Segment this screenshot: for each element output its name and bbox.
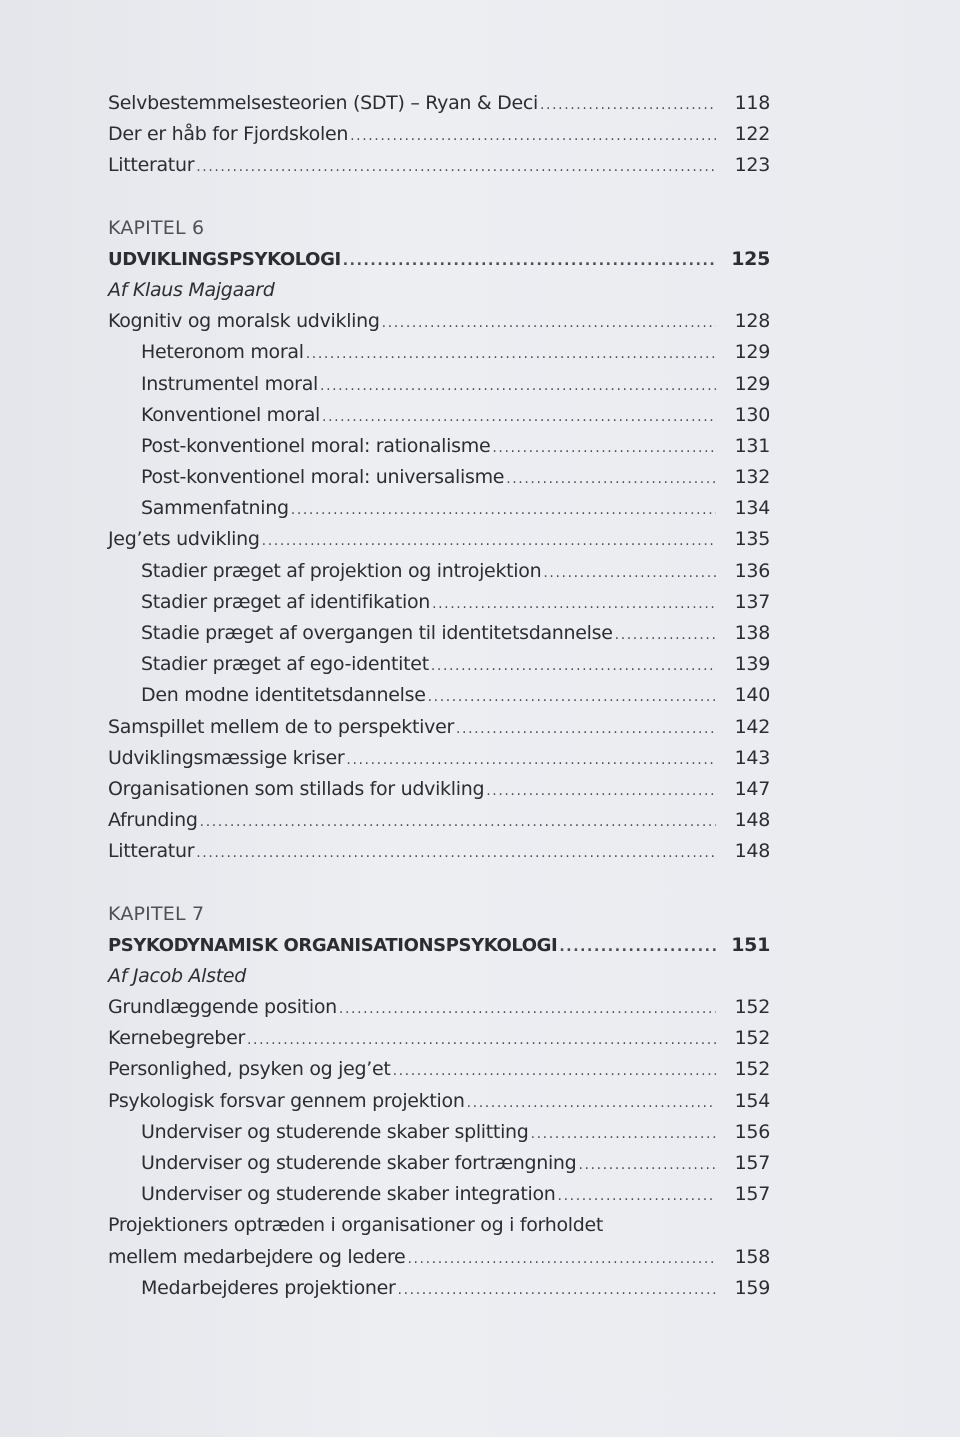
spacer [108, 182, 772, 213]
toc-entry-page: 148 [734, 840, 770, 863]
toc-entry-page: 152 [734, 1058, 770, 1081]
toc-entry-label: Der er håb for Fjordskolen [108, 123, 349, 146]
toc-entry-label: Heteronom moral [141, 341, 304, 364]
chapter-entries [108, 992, 772, 1210]
toc-entry-label: Psykologisk forsvar gennem projektion [108, 1089, 465, 1112]
toc-entry [108, 119, 772, 150]
toc-entry [108, 462, 772, 493]
toc-entry-label: Personlighed, psyken og jeg’et [108, 1058, 391, 1081]
toc-dot-leader [486, 776, 716, 807]
toc-entry [108, 649, 772, 680]
toc-entry [108, 618, 772, 649]
toc-entry [108, 369, 772, 400]
toc-dot-leader [531, 1119, 716, 1150]
toc-entry-page: 154 [734, 1089, 770, 1112]
toc-entry-page: 135 [734, 528, 770, 551]
toc-dot-leader [343, 246, 716, 277]
toc-entry [108, 1179, 772, 1210]
toc-entry-page: 132 [734, 466, 770, 489]
toc-entry-label-line1: Projektioners optræden i organisationer og i forholdet [108, 1214, 604, 1237]
toc-dot-leader [322, 402, 716, 433]
toc-dot-leader [262, 526, 716, 557]
toc-entry-label: Litteratur [108, 840, 195, 863]
toc-entry-label: Stadier præget af ego-identitet [141, 653, 429, 676]
toc-entry [108, 150, 772, 181]
chapter-author: Af Jacob Alsted [108, 964, 247, 987]
table-of-contents [108, 88, 772, 1304]
toc-entry [108, 493, 772, 524]
toc-entry [108, 400, 772, 431]
toc-entry-page: 129 [734, 341, 770, 364]
toc-entry-label: Selvbestemmelsesteorien (SDT) – Ryan & Deci [108, 92, 538, 114]
toc-entry [108, 306, 772, 337]
toc-entry [108, 1273, 772, 1304]
toc-entry-label: Stadier præget af identifikation [141, 590, 431, 613]
toc-dot-leader [339, 994, 716, 1025]
toc-entry [108, 337, 772, 368]
toc-entry-label: Sammenfatning [141, 497, 289, 520]
toc-entry-label: Afrunding [108, 809, 198, 832]
chapter-title-entry [108, 930, 772, 961]
toc-entry-page: 128 [734, 310, 770, 333]
toc-entry [108, 836, 772, 867]
toc-dot-leader [543, 558, 716, 589]
toc-entry [108, 1148, 772, 1179]
toc-dot-leader [382, 308, 716, 339]
toc-entry-page: 156 [734, 1120, 770, 1143]
toc-entry-label: Stadier præget af projektion og introjektion [141, 559, 542, 582]
toc-dot-leader [540, 90, 716, 121]
toc-entry-label: Litteratur [108, 154, 195, 177]
toc-entry-label: Samspillet mellem de to perspektiver [108, 715, 454, 738]
toc-dot-leader [306, 339, 716, 370]
toc-entry-page: 142 [734, 715, 770, 738]
toc-entry-label: Grundlæggende position [108, 996, 337, 1019]
toc-entry-page: 143 [734, 746, 770, 769]
toc-entry [108, 88, 772, 119]
toc-entry-page: 152 [734, 996, 770, 1019]
toc-entry [108, 587, 772, 618]
toc-entry-label: Underviser og studerende skaber integration [141, 1183, 556, 1206]
toc-entry-label: Organisationen som stillads for udvikling [108, 777, 485, 800]
toc-entry-page: 129 [734, 372, 770, 395]
toc-dot-leader [432, 589, 716, 620]
toc-dot-leader [492, 433, 716, 464]
toc-entry [108, 992, 772, 1023]
toc-entry-page: 122 [734, 123, 770, 146]
chapter-title: PSYKODYNAMISK ORGANISATIONSPSYKOLOGI [108, 934, 558, 956]
toc-entry [108, 431, 772, 462]
toc-entry-page: 131 [734, 434, 770, 457]
toc-entry-label: Underviser og studerende skaber splitting [141, 1120, 529, 1143]
toc-entry [108, 1117, 772, 1148]
toc-entry-page: 118 [734, 92, 770, 114]
chapter-title-page: 151 [731, 933, 770, 956]
toc-entry-label: Underviser og studerende skaber fortrængning [141, 1152, 577, 1174]
toc-dot-leader [559, 932, 716, 963]
toc-entry-page: 147 [734, 777, 770, 800]
toc-entry-page: 137 [734, 590, 770, 613]
toc-dot-leader [467, 1088, 716, 1119]
toc-entry-page: 139 [734, 653, 770, 676]
toc-dot-leader [456, 714, 716, 745]
toc-dot-leader [398, 1275, 716, 1306]
toc-entry [108, 712, 772, 743]
toc-entry-page: 158 [734, 1245, 770, 1268]
chapter-entries [108, 306, 772, 867]
toc-entry [108, 1054, 772, 1085]
toc-entry-page: 138 [734, 622, 770, 644]
chapter-number: KAPITEL 7 [108, 902, 205, 925]
toc-dot-leader [428, 682, 716, 713]
toc-entry-page: 123 [734, 154, 770, 177]
toc-entry-page: 148 [734, 809, 770, 832]
toc-entry [108, 680, 772, 711]
spacer [108, 868, 772, 899]
toc-entry-label: Den modne identitetsdannelse [141, 684, 426, 707]
toc-entry-page: 130 [734, 403, 770, 426]
chapter-number: KAPITEL 6 [108, 216, 205, 239]
toc-entry-label: Instrumentel moral [141, 372, 319, 395]
toc-entry-label: Medarbejderes projektioner [141, 1276, 396, 1299]
toc-dot-leader [320, 371, 716, 402]
toc-entry [108, 1242, 772, 1273]
chapter-title-page: 125 [731, 247, 770, 270]
toc-dot-leader [350, 121, 716, 152]
toc-dot-leader [291, 495, 716, 526]
chapter-title-entry [108, 244, 772, 275]
toc-entry-label: mellem medarbejdere og ledere [108, 1245, 406, 1268]
toc-entry [108, 556, 772, 587]
chapter-author: Af Klaus Majgaard [108, 278, 275, 301]
toc-entry-label: Udviklingsmæssige kriser [108, 746, 345, 769]
toc-entry-label: Konventionel moral [141, 403, 321, 426]
toc-dot-leader [196, 152, 716, 183]
toc-entry-page: 152 [734, 1027, 770, 1050]
toc-entry-page: 136 [734, 559, 770, 582]
toc-dot-leader [346, 745, 716, 776]
toc-entry-page: 157 [734, 1183, 770, 1206]
toc-dot-leader [200, 807, 716, 838]
chapter-title: UDVIKLINGSPSYKOLOGI [108, 248, 341, 270]
toc-dot-leader [506, 464, 716, 495]
toc-dot-leader [407, 1244, 716, 1275]
toc-dot-leader [196, 838, 716, 869]
toc-entry-page: 157 [734, 1152, 770, 1174]
toc-dot-leader [393, 1056, 716, 1087]
toc-entry [108, 774, 772, 805]
toc-entry [108, 743, 772, 774]
toc-entry [108, 524, 772, 555]
toc-entry-page: 134 [734, 497, 770, 520]
toc-entry-label: Post-konventionel moral: rationalisme [141, 434, 491, 457]
toc-entry-label: Jeg’ets udvikling [108, 528, 260, 551]
toc-entry-label: Kernebegreber [108, 1027, 245, 1050]
toc-dot-leader [558, 1181, 716, 1212]
toc-dot-leader [247, 1025, 716, 1056]
toc-entry-label: Kognitiv og moralsk udvikling [108, 310, 380, 333]
toc-entry [108, 1086, 772, 1117]
toc-entry-page: 140 [734, 684, 770, 707]
toc-entry-label: Stadie præget af overgangen til identitetsdannelse [141, 622, 613, 644]
toc-entry-page: 159 [734, 1276, 770, 1299]
toc-entry-label: Post-konventionel moral: universalisme [141, 466, 505, 489]
toc-dot-leader [615, 620, 716, 651]
toc-dot-leader [578, 1150, 716, 1181]
toc-dot-leader [431, 651, 716, 682]
toc-entry [108, 1023, 772, 1054]
toc-entry [108, 805, 772, 836]
